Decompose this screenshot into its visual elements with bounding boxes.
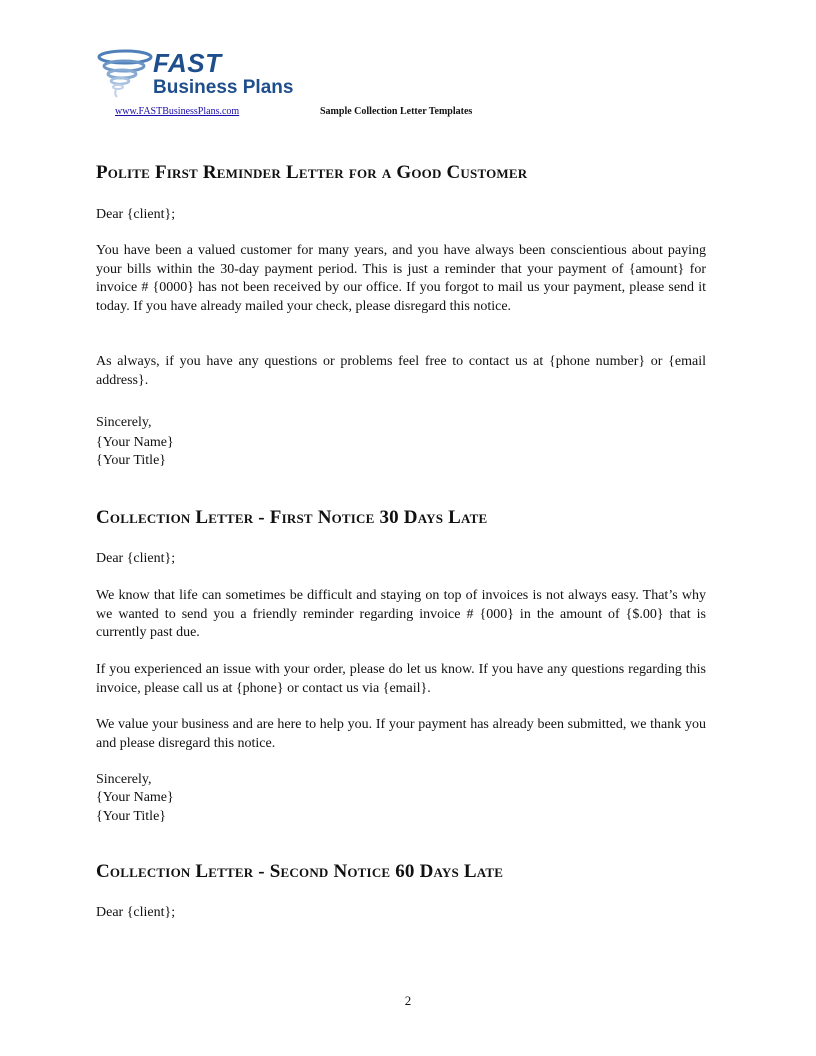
letter1-signature-title: {Your Title} (96, 453, 166, 468)
letter2-paragraph-3: We value your business and are here to help you. If your payment has already been submitted, we thank you and please disregard this notice. (96, 717, 706, 751)
letter2-closing: Sincerely, (96, 772, 152, 787)
letter1-paragraph-2: As always, if you have any questions or problems feel free to contact us at {phone number} or {email address}. (96, 354, 706, 388)
page-number: 2 (404, 993, 412, 1008)
logo-wordmark-business-plans: Business Plans (153, 77, 294, 98)
tornado-icon (97, 49, 153, 99)
letter2-signature-title: {Your Title} (96, 809, 166, 824)
letter2-greeting: Dear {client}; (96, 551, 176, 566)
letter1-signature-name: {Your Name} (96, 435, 174, 450)
letter2-heading: Collection Letter - First Notice 30 Days Late (96, 507, 488, 528)
company-logo (97, 49, 317, 101)
letter1-greeting: Dear {client}; (96, 207, 176, 222)
letter3-heading: Collection Letter - Second Notice 60 Days Late (96, 861, 504, 882)
logo-wordmark-fast: FAST (153, 48, 222, 78)
letter1-paragraph-1: You have been a valued customer for many years, and you have always been conscientious about paying your bills within the 30-day payment period. This is just a reminder that your payment of {amount} for invoice # {0000} has not been received by our office. If you forgot to mail us your payment, please send it today. If you have already mailed your check, please disregard this notice. (96, 243, 706, 314)
document-title: Sample Collection Letter Templates (320, 106, 473, 117)
letter3-greeting: Dear {client}; (96, 905, 176, 920)
letter2-paragraph-2: If you experienced an issue with your order, please do let us know. If you have any questions regarding this invoice, please call us at {phone} or contact us via {email}. (96, 662, 706, 696)
letter1-heading: Polite First Reminder Letter for a Good Customer (96, 162, 528, 183)
letter1-closing: Sincerely, (96, 415, 152, 430)
website-link[interactable]: www.FASTBusinessPlans.com (115, 106, 240, 117)
letter2-paragraph-1: We know that life can sometimes be difficult and staying on top of invoices is not always easy. That’s why we wanted to send you a friendly reminder regarding invoice # {000} in the amount of {$.00} that is currently past due. (96, 588, 706, 640)
letter2-signature-name: {Your Name} (96, 790, 174, 805)
